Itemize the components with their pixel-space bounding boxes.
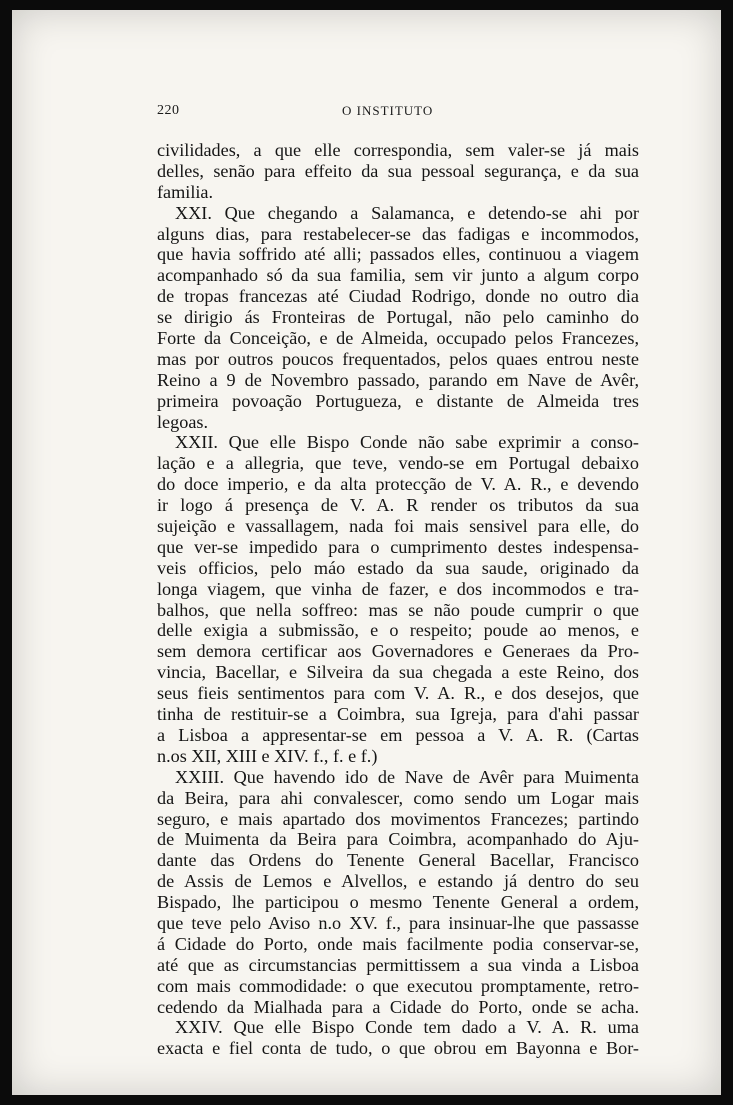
text-line: alguns dias, para restabelecer-se das fadigas e incommodos, [157, 223, 639, 244]
text-line: até que as circumstancias permittissem a sua vinda a Lisboa [157, 954, 639, 975]
text-line: civilidades, a que elle correspondia, sem valer-se já mais [157, 140, 639, 160]
text-line: se dirigio ás Fronteiras de Portugal, não pelo caminho do [157, 307, 639, 328]
text-line: seus fieis sentimentos para com V. A. R., e dos desejos, que [157, 683, 639, 704]
text-line: seguro, e mais apartado dos movimentos Francezes; partindo [157, 808, 639, 829]
text-line: de tropas francezas até Ciudad Rodrigo, donde no outro dia [157, 286, 639, 307]
text-line: vincia, Bacellar, e Silveira da sua chegada a este Reino, dos [157, 662, 639, 683]
running-title: O INSTITUTO [342, 103, 434, 118]
text-line: n.os XII, XIII e XIV. f., f. e f.) [157, 745, 378, 766]
text-line: XXII. Que elle Bispo Conde não sabe exprimir a conso- [175, 432, 639, 453]
text-line: tinha de restituir-se a Coimbra, sua Igreja, para d'ahi passar [157, 704, 639, 725]
text-line: balhos, que nella soffreo: mas se não poude cumprir o que [157, 599, 639, 620]
page-number: 220 [157, 103, 180, 118]
text-line: exacta e fiel conta de tudo, o que obrou em Bayonna e Bor- [157, 1038, 639, 1059]
text-line: XXI. Que chegando a Salamanca, e detendo-se ahi por [175, 202, 639, 223]
text-line: que ver-se impedido para o cumprimento destes indespensa- [157, 536, 639, 557]
text-line: lação e a allegria, que teve, vendo-se em Portugal debaixo [157, 453, 639, 474]
text-line: Reino a 9 de Novembro passado, parando em Nave de Avêr, [157, 369, 639, 390]
text-line: XXIV. Que elle Bispo Conde tem dado a V. A. R. uma [175, 1017, 639, 1038]
text-line: XXIII. Que havendo ido de Nave de Avêr para Muimenta [175, 766, 639, 787]
text-line: Bispado, lhe participou o mesmo Tenente General a ordem, [157, 892, 639, 913]
text-line: delles, senão para effeito da sua pessoal segurança, e da sua [157, 160, 639, 181]
text-line: longa viagem, que vinha de fazer, e dos incommodos e tra- [157, 578, 639, 599]
text-line: acompanhado só da sua familia, sem vir junto a algum corpo [157, 265, 639, 286]
text-line: Forte da Conceição, e de Almeida, occupado pelos Francezes, [157, 328, 639, 349]
text-line: a Lisboa a appresentar-se em pessoa a V. A. R. (Cartas [157, 724, 639, 745]
text-line: familia. [157, 181, 214, 202]
text-line: que teve pelo Aviso n.o XV. f., para insinuar-lhe que passasse [157, 912, 639, 933]
text-line: delle exigia a submissão, e o respeito; poude ao menos, e [157, 620, 639, 641]
text-line: mas por outros poucos frequentados, pelos quaes entrou neste [157, 348, 639, 369]
book-page [12, 10, 721, 1095]
text-line: da Beira, para ahi convalescer, como sendo um Logar mais [157, 787, 639, 808]
body-text [157, 140, 639, 1059]
text-line: ir logo á presença de V. A. R render os tributos da sua [157, 495, 639, 516]
text-line: de Muimenta da Beira para Coimbra, acompanhado do Aju- [157, 829, 639, 850]
text-line: sem demora certificar aos Governadores e Generaes da Pro- [157, 641, 639, 662]
text-line: primeira povoação Portugueza, e distante de Almeida tres [157, 390, 639, 411]
text-line: veis officios, pelo máo estado da sua saude, originado da [157, 557, 639, 578]
text-line: com mais commodidade: o que executou promptamente, retro- [157, 975, 639, 996]
text-line: sujeição e vassallagem, nada foi mais sensivel para elle, do [157, 516, 639, 537]
text-line: á Cidade do Porto, onde mais facilmente podia conservar-se, [157, 933, 639, 954]
text-line: cedendo da Mialhada para a Cidade do Porto, onde se acha. [157, 996, 639, 1017]
text-line: de Assis de Lemos e Alvellos, e estando já dentro do seu [157, 871, 639, 892]
text-line: do doce imperio, e da alta protecção de V. A. R., e devendo [157, 474, 639, 495]
text-line: que havia soffrido até alli; passados elles, continuou a viagem [157, 244, 639, 265]
text-line: dante das Ordens do Tenente General Bacellar, Francisco [157, 850, 639, 871]
text-line: legoas. [157, 411, 209, 432]
